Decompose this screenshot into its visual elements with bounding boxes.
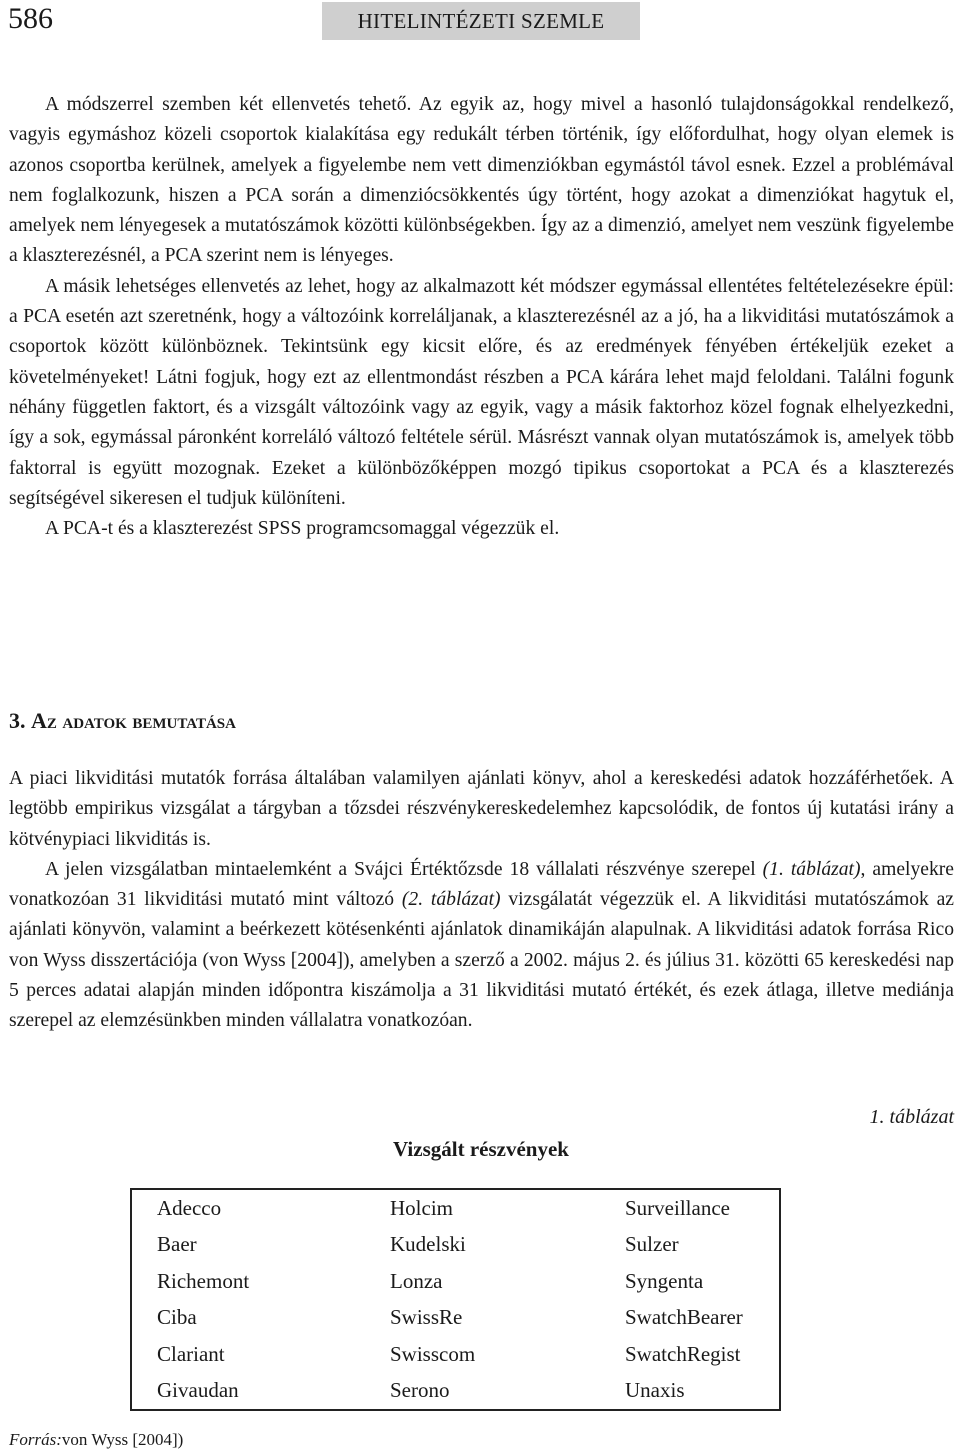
section-title: Az adatok bemutatása	[31, 708, 236, 733]
table-row	[131, 1373, 780, 1411]
table-source	[9, 1428, 183, 1452]
paragraph: A piaci likviditási mutatók forrása általában valamilyen ajánlati könyv, ahol a kereskedési adatok hozzáférhetőek. A legtöbb empirikus vizsgálat a tárgyban a tőzsdei részvénykereskedelemhez kapcsolódik, de fontos új kutatási irány a kötvénypiaci likviditás is.	[9, 768, 954, 850]
table-cell: Unaxis	[625, 1378, 685, 1403]
section-number: 3.	[9, 708, 26, 733]
paragraph-text: A jelen vizsgálatban mintaelemként a Svájci Értéktőzsde 18 vállalati részvénye szerepel	[45, 858, 763, 880]
paragraph: A módszerrel szemben két ellenvetés tehető. Az egyik az, hogy mivel a hasonló tulajdonságokkal rendelkező, vagyis egymáshoz közeli csoportok kialakítása egy redukált térben történik, így előfordulhat, hogy olyan elemek is azonos csoportba kerülnek, amelyek a figyelembe nem vett dimenziókban egymástól távol esnek. Ezzel a problémával nem foglalkozunk, hiszen a PCA során a dimenziócsökkentés úgy történt, hogy azokat a dimenziókat hagytuk el, amelyek nem lényegesek a mutatószámok közötti különbségekben. Így az a dimenzió, amelyet nem veszünk figyelembe a klaszterezésnél, a PCA szerint nem is lényeges.	[9, 94, 954, 267]
table-cell: Ciba	[157, 1305, 197, 1330]
table-title: Vizsgált részvények	[393, 1137, 569, 1161]
table-cell: Syngenta	[625, 1268, 704, 1293]
table-label: 1. táblázat	[869, 1106, 954, 1128]
paragraph: A PCA-t és a klaszterezést SPSS programcsomaggal végezzük el.	[45, 518, 560, 540]
table-cell: Adecco	[157, 1195, 222, 1220]
table-reference: (1. táblázat)	[762, 858, 861, 880]
table-cell: Sulzer	[625, 1232, 679, 1257]
table-cell: Kudelski	[390, 1232, 466, 1257]
running-title: HITELINTÉZETI SZEMLE	[322, 2, 640, 40]
body-text-section-3	[9, 764, 954, 1037]
paragraph-text: vizsgálatát végezzük el. A likviditási mutatószámok az ajánlati könyvön, valamint a beérkezett kötésenkénti ajánlatok dinamikáján alapulnak. A likviditási adatok forrása Rico von Wyss disszertációja (von Wyss [2004]), amelyben a szerző a 2002. május 2. és július 31. közötti 65 kereskedési nap 5 perces adatai alapján minden időpontra kiszámolja a 31 likviditási mutató értékét, és ezek átlaga, illetve mediánja szerepel az elemzésünkben minden vállalatra vonatkozóan.	[9, 889, 954, 1032]
table-reference: (2. táblázat)	[401, 889, 501, 911]
table-cell: Givaudan	[157, 1378, 239, 1403]
paragraph-text: , amelyekre vonatkozóan 31 likviditási mutató mint változó	[9, 858, 954, 911]
body-text-section-1	[9, 90, 954, 544]
table-row	[131, 1189, 780, 1227]
table-cell: Swisscom	[390, 1341, 476, 1366]
source-text: von Wyss [2004])	[61, 1430, 184, 1449]
table-cell: SwissRe	[390, 1305, 463, 1330]
table-cell: Surveillance	[625, 1195, 730, 1220]
table-cell: Richemont	[157, 1268, 250, 1293]
table-cell: Baer	[157, 1232, 197, 1257]
table-cell: Lonza	[390, 1268, 443, 1293]
page-header	[0, 0, 960, 44]
table-cell: Serono	[390, 1378, 450, 1403]
paragraph	[9, 855, 954, 1037]
table-cell: SwatchBearer	[625, 1305, 743, 1330]
table-row	[131, 1263, 780, 1300]
source-label: Forrás:	[9, 1430, 62, 1449]
paragraph: A másik lehetséges ellenvetés az lehet, hogy az alkalmazott két módszer egymással ellentétes feltételezésekre épül: a PCA esetén azt szeretnénk, hogy a változóink korreláljanak, a klaszterezésnél az a jó, ha a likviditási mutatószámok a csoportok között különböznek. Tekintsünk egy kicsit előre, és az eredmények fényében értékeljük ezeket a követelményeket! Látni fogjuk, hogy ezt az ellentmondást részben a PCA kárára lehet majd feloldani. Találni fogunk néhány független faktort, és a vizsgált változóink vagy az egyik, vagy a másik faktorhoz közel fognak elhelyezkedni, így a sok, egymással páronként korreláló változó feltétele sérül. Másrészt vannak olyan mutatószámok is, amelyek több faktorral is együtt mozognak. Ezeket a különbözőképpen mozgó tipikus csoportokat a PCA és a klaszterezés segítségével sikeresen el tudjuk különíteni.	[9, 275, 954, 509]
table-cell: SwatchRegist	[625, 1341, 741, 1366]
table-cell: Clariant	[157, 1341, 225, 1366]
page-number: 586	[8, 2, 53, 35]
table-row	[131, 1336, 780, 1373]
table-row	[131, 1300, 780, 1337]
table-row	[131, 1227, 780, 1264]
section-heading	[9, 706, 236, 736]
stocks-table	[130, 1188, 781, 1411]
table-cell: Holcim	[390, 1195, 453, 1220]
